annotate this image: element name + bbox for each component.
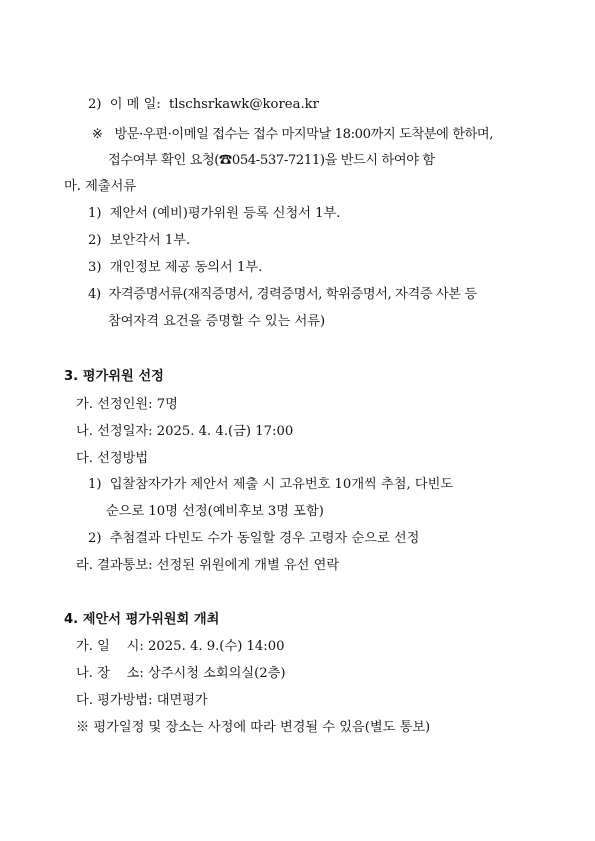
list-marker: 2) (88, 233, 102, 248)
list-item-text: 개인정보 제공 동의서 1부. (109, 260, 263, 275)
list-item (88, 259, 262, 277)
list-marker: 2) (88, 97, 102, 112)
section-4-item-da: 다. 평가방법: 대면평가 (76, 693, 208, 708)
section-3-title: 3. 평가위원 선정 (64, 369, 164, 384)
list-item-continuation: 참여자격 요건을 증명할 수 있는 서류) (108, 314, 326, 329)
section-3-item-da: 다. 선정방법 (76, 451, 149, 466)
list-item-text: 입찰참자가가 제안서 제출 시 고유번호 10개씩 추첨, 다빈도 (109, 477, 454, 492)
reference-mark: ※ (92, 127, 103, 142)
list-item-text: 추첨결과 다빈도 수가 동일할 경우 고령자 순으로 선정 (109, 531, 420, 546)
section-4-item-na: 나. 장 소: 상주시청 소회의실(2층) (76, 666, 286, 681)
email-value: tlschsrkawk@korea.kr (169, 97, 319, 112)
section-4-title: 4. 제안서 평가위원회 개최 (64, 612, 220, 627)
list-marker: 4) (88, 287, 101, 302)
email-line (88, 96, 319, 114)
list-marker: 2) (88, 531, 102, 546)
notice-text-1: 방문·우편·이메일 접수는 접수 마지막날 18:00까지 도착분에 한하며, (114, 127, 494, 142)
list-item (88, 286, 477, 304)
notice-line-2: 접수여부 확인 요청(☎054-537-7211)을 반드시 하여야 함 (108, 153, 435, 168)
section-3-item-ra: 라. 결과통보: 선정된 위원에게 개별 유선 연락 (76, 558, 340, 573)
email-label: 이 메 일: (109, 97, 161, 112)
notice-line-1 (92, 126, 493, 144)
list-marker: 1) (88, 206, 102, 221)
list-item-text: 제안서 (예비)평가위원 등록 신청서 1부. (109, 206, 341, 221)
selection-method-1-continuation: 순으로 10명 선정(예비후보 3명 포함) (106, 504, 324, 519)
docs-heading: 마. 제출서류 (64, 179, 137, 194)
section-3-item-ga: 가. 선정인원: 7명 (76, 397, 178, 412)
list-item (88, 232, 190, 250)
section-4-item-ga: 가. 일 시: 2025. 4. 9.(수) 14:00 (76, 639, 285, 654)
selection-method-1 (88, 476, 453, 494)
selection-method-2 (88, 530, 419, 548)
list-item (88, 205, 340, 223)
section-3-item-na: 나. 선정일자: 2025. 4. 4.(금) 17:00 (76, 424, 294, 439)
list-marker: 1) (88, 477, 102, 492)
section-4-note: ※ 평가일정 및 장소는 사정에 따라 변경될 수 있음(별도 통보) (76, 720, 431, 735)
list-item-text: 보안각서 1부. (109, 233, 191, 248)
list-marker: 3) (88, 260, 102, 275)
list-item-text: 자격증명서류(재직증명서, 경력증명서, 학위증명서, 자격증 사본 등 (108, 287, 477, 302)
